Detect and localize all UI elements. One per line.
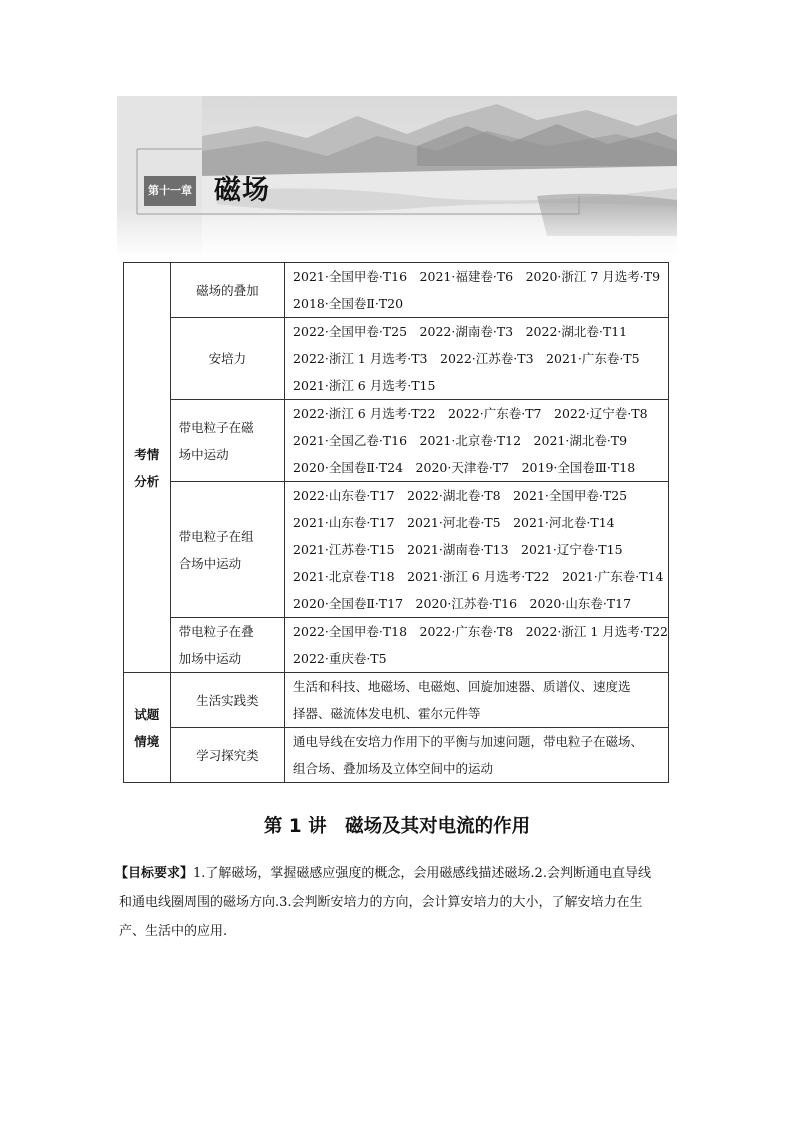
content-cell: 通电导线在安培力作用下的平衡与加速问题，带电粒子在磁场、 组合场、叠加场及立体空间中的运动 (285, 728, 669, 783)
group-label-context: 试题 情境 (124, 673, 171, 783)
content-cell: 生活和科技、地磁场、电磁炮、回旋加速器、质谱仪、速度选 择器、磁流体发电机、霍尔元件等 (285, 673, 669, 728)
table-row (124, 318, 669, 400)
table-row (124, 263, 669, 318)
topic-cell: 学习探究类 (170, 728, 284, 783)
table-row (124, 728, 669, 783)
topic-cell: 带电粒子在组 合场中运动 (170, 482, 284, 618)
chapter-banner (117, 96, 677, 258)
objective-label: 【目标要求】 (115, 866, 194, 881)
table-row (124, 618, 669, 673)
table-row (124, 400, 669, 482)
content-cell: 2022·山东卷·T17 2022·湖北卷·T8 2021·全国甲卷·T25 2021·山东卷·T17 2021·河北卷·T5 2021·河北卷·T14 2021·江苏卷·T15 2021·湖南卷·T13 2021·辽宁卷·T15 2021·北京卷·T18 2021·浙江 6 月选考·T22 2021·广东卷·T14 2020·全国卷Ⅱ·T17 2020·江苏卷·T16 2020·山东卷·T17 (285, 482, 669, 618)
topic-cell: 带电粒子在磁 场中运动 (170, 400, 284, 482)
exam-analysis-table (123, 262, 669, 783)
objective-line: 和通电线圈周围的磁场方向.3.会判断安培力的方向，会计算安培力的大小，了解安培力在生 (119, 895, 643, 910)
topic-cell: 安培力 (170, 318, 284, 400)
topic-cell: 生活实践类 (170, 673, 284, 728)
content-cell: 2022·全国甲卷·T25 2022·湖南卷·T3 2022·湖北卷·T11 2022·浙江 1 月选考·T3 2022·江苏卷·T3 2021·广东卷·T5 2021·浙江 6 月选考·T15 (285, 318, 669, 400)
objective-line: 产、生活中的应用. (119, 924, 228, 939)
objective-paragraph (115, 859, 691, 946)
table-row (124, 673, 669, 728)
topic-cell: 带电粒子在叠 加场中运动 (170, 618, 284, 673)
group-label-analysis: 考情 分析 (124, 263, 171, 673)
mountain-landscape-image (117, 96, 677, 258)
content-cell: 2022·全国甲卷·T18 2022·广东卷·T8 2022·浙江 1 月选考·T22 2022·重庆卷·T5 (285, 618, 669, 673)
table-row (124, 482, 669, 618)
objective-line: 【目标要求】1.了解磁场，掌握磁感应强度的概念，会用磁感线描述磁场.2.会判断通电直导线 (115, 866, 651, 881)
chapter-title: 磁场 (214, 175, 270, 206)
chapter-tag: 第十一章 (144, 176, 196, 206)
content-cell: 2021·全国甲卷·T16 2021·福建卷·T6 2020·浙江 7 月选考·T9 2018·全国卷Ⅱ·T20 (285, 263, 669, 318)
topic-cell: 磁场的叠加 (170, 263, 284, 318)
content-cell: 2022·浙江 6 月选考·T22 2022·广东卷·T7 2022·辽宁卷·T8 2021·全国乙卷·T16 2021·北京卷·T12 2021·湖北卷·T9 2020·全国卷Ⅱ·T24 2020·天津卷·T7 2019·全国卷Ⅲ·T18 (285, 400, 669, 482)
lesson-title: 第 1 讲 磁场及其对电流的作用 (263, 816, 531, 837)
